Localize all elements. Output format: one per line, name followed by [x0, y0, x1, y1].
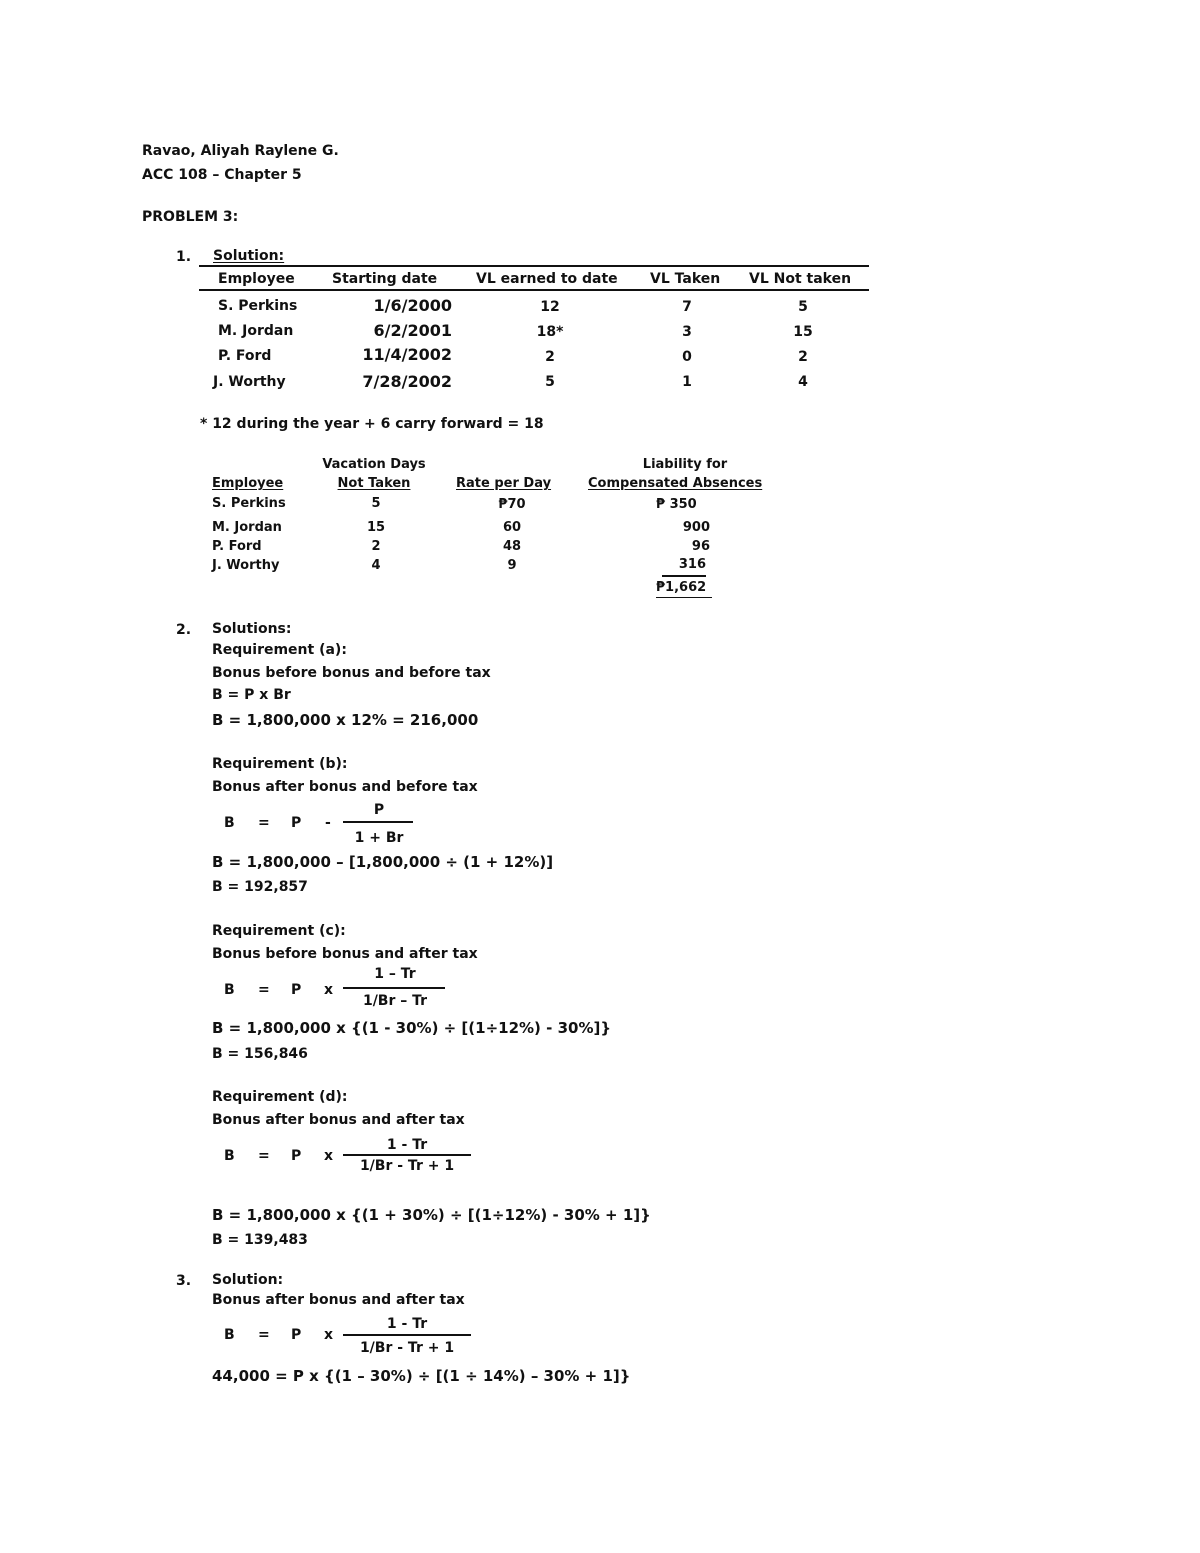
result: B = 139,483: [212, 1232, 308, 1248]
solution-label: Solution:: [212, 1272, 284, 1288]
requirement-title: Requirement (c):: [212, 923, 346, 939]
table1-cell: S. Perkins: [218, 298, 298, 314]
course-title: ACC 108 – Chapter 5: [142, 167, 302, 183]
table2-cell: 9: [507, 558, 517, 573]
subtotal-rule: [662, 575, 706, 577]
requirement-title: Requirement (d):: [212, 1089, 348, 1105]
formula-numerator: 1 - Tr: [386, 1137, 428, 1153]
calculation: B = 1,800,000 x 12% = 216,000: [212, 711, 479, 729]
formula-operator: x: [324, 982, 334, 998]
problem-title: PROBLEM 3:: [142, 209, 239, 225]
table1-header: VL Taken: [650, 271, 721, 287]
table2-cell: 4: [371, 558, 381, 573]
table2-header-top: Liability for: [642, 457, 728, 472]
formula-p: P: [291, 1327, 302, 1343]
table1-cell: 7/28/2002: [362, 372, 452, 391]
table1-cell: J. Worthy: [213, 374, 286, 390]
fraction-bar: [343, 1334, 471, 1336]
formula-denominator: 1/Br - Tr + 1: [359, 1158, 455, 1174]
table2-cell: ₱70: [498, 497, 526, 512]
table2-cell: 900: [682, 520, 710, 535]
table1-cell: 3: [682, 324, 692, 340]
fraction-bar: [343, 821, 413, 823]
formula-equals: =: [258, 815, 270, 831]
table2-header: Not Taken: [337, 476, 411, 491]
table2-cell: P. Ford: [212, 539, 262, 554]
table2-cell: 48: [502, 539, 522, 554]
table2-cell: 60: [502, 520, 522, 535]
table2-cell: S. Perkins: [212, 496, 286, 511]
table1-cell: 11/4/2002: [362, 345, 452, 364]
formula-numerator: P: [373, 802, 385, 818]
formula-lhs: B: [224, 815, 235, 831]
footnote: * 12 during the year + 6 carry forward = 18: [200, 416, 544, 432]
formula-equals: =: [258, 1148, 270, 1164]
table1-header: Starting date: [332, 271, 438, 287]
table1-cell: 5: [798, 299, 808, 315]
table2-cell: 96: [691, 539, 710, 554]
table2-header-top: Vacation Days: [322, 457, 426, 472]
formula-lhs: B: [224, 982, 235, 998]
formula-lhs: B: [224, 1148, 235, 1164]
table-header-rule: [199, 289, 869, 291]
formula-operator: -: [325, 815, 331, 831]
author-name: Ravao, Aliyah Raylene G.: [142, 143, 339, 159]
table2-header: Compensated Absences: [588, 476, 763, 491]
formula-p: P: [291, 815, 302, 831]
fraction-bar: [343, 987, 445, 989]
table1-header: VL Not taken: [749, 271, 852, 287]
solutions-label: Solutions:: [212, 621, 292, 637]
formula-numerator: 1 - Tr: [386, 1316, 428, 1332]
table2-cell: 5: [371, 496, 381, 511]
formula-p: P: [291, 1148, 302, 1164]
table-top-rule: [199, 265, 869, 267]
table2-total: ₱1,662: [656, 580, 707, 595]
table2-cell: J. Worthy: [212, 558, 280, 573]
table2-cell: 316: [678, 557, 706, 572]
table1-cell: 1/6/2000: [373, 296, 452, 315]
formula-denominator: 1/Br - Tr + 1: [359, 1340, 455, 1356]
formula-denominator: 1/Br – Tr: [362, 993, 428, 1009]
total-double-rule: [656, 597, 712, 598]
calculation: B = 1,800,000 x {(1 - 30%) ÷ [(1÷12%) - 30%]}: [212, 1019, 612, 1037]
fraction-bar: [343, 1154, 471, 1156]
calculation: B = 1,800,000 – [1,800,000 ÷ (1 + 12%)]: [212, 853, 554, 871]
formula-equals: =: [258, 1327, 270, 1343]
calculation: B = 1,800,000 x {(1 + 30%) ÷ [(1÷12%) - 30% + 1]}: [212, 1206, 651, 1224]
table1-cell: 4: [798, 374, 808, 390]
result: B = 156,846: [212, 1046, 308, 1062]
solution-label: Solution:: [213, 248, 285, 264]
requirement-title: Requirement (a):: [212, 642, 347, 658]
table1-cell: 6/2/2001: [373, 321, 452, 340]
table1-cell: 1: [682, 374, 692, 390]
table2-cell: 2: [371, 539, 381, 554]
formula-denominator: 1 + Br: [354, 830, 404, 846]
formula-p: P: [291, 982, 302, 998]
formula-lhs: B: [224, 1327, 235, 1343]
table2-cell: M. Jordan: [212, 520, 282, 535]
table1-cell: 2: [798, 349, 808, 365]
table1-cell: 2: [545, 349, 555, 365]
table1-cell: 0: [682, 349, 692, 365]
table1-header: Employee: [218, 271, 295, 287]
table1-header: VL earned to date: [476, 271, 618, 287]
requirement-desc: Bonus after bonus and after tax: [212, 1112, 465, 1128]
table2-header: Rate per Day: [456, 476, 552, 491]
item-number: 2.: [176, 622, 192, 638]
item-number: 1.: [176, 249, 192, 265]
table1-cell: 7: [682, 299, 692, 315]
table1-cell: M. Jordan: [218, 323, 294, 339]
item-number: 3.: [176, 1273, 192, 1289]
formula-numerator: 1 – Tr: [374, 966, 416, 982]
calculation: 44,000 = P x {(1 – 30%) ÷ [(1 ÷ 14%) – 30% + 1]}: [212, 1367, 631, 1385]
table2-header: Employee: [212, 476, 284, 491]
requirement-desc: Bonus before bonus and after tax: [212, 946, 478, 962]
table1-cell: 18*: [536, 324, 564, 340]
formula-equals: =: [258, 982, 270, 998]
table1-cell: P. Ford: [218, 348, 272, 364]
table2-cell: 15: [366, 520, 386, 535]
table1-cell: 5: [545, 374, 555, 390]
requirement-desc: Bonus after bonus and after tax: [212, 1292, 465, 1308]
requirement-desc: Bonus before bonus and before tax: [212, 665, 491, 681]
requirement-desc: Bonus after bonus and before tax: [212, 779, 478, 795]
table1-cell: 15: [793, 324, 813, 340]
formula-operator: x: [324, 1148, 334, 1164]
table1-cell: 12: [540, 299, 560, 315]
formula-operator: x: [324, 1327, 334, 1343]
requirement-title: Requirement (b):: [212, 756, 348, 772]
result: B = 192,857: [212, 879, 308, 895]
table2-cell: ₱ 350: [656, 497, 697, 512]
formula: B = P x Br: [212, 687, 291, 703]
